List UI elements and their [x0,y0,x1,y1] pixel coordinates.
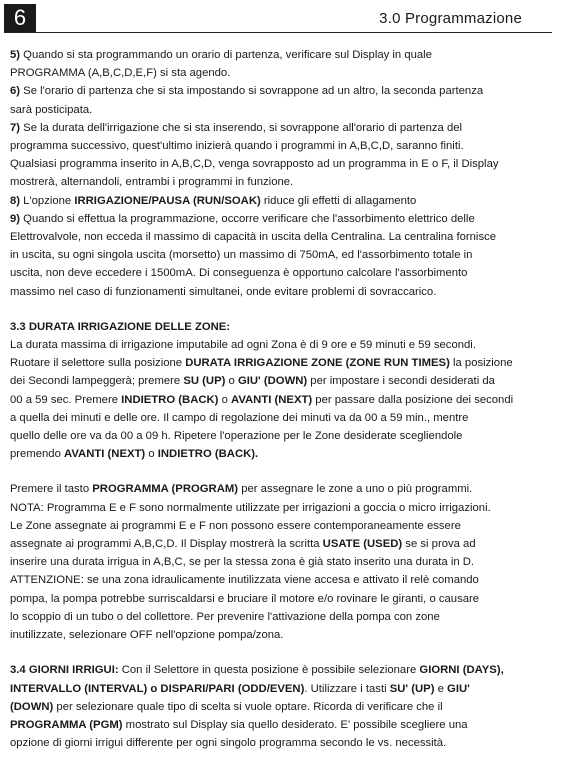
section-3-3-paragraph-1 [10,336,550,463]
bold-text: SU (UP) [183,375,226,388]
numbered-note [10,119,550,192]
text-run: massimo nel caso di funzionamenti simultanei, onde evitare problemi di sovraccarico. [10,285,437,298]
bold-text: INDIETRO (BACK) [121,393,219,406]
spacer [10,463,550,480]
section-3-3-heading: 3.3 DURATA IRRIGAZIONE DELLE ZONE: [10,320,231,333]
numbered-note [10,210,550,301]
text-run: se si prova ad [402,538,476,551]
text-run: in uscita, su ogni singola uscita (morsetto) un massimo di 750mA, ed l'assorbimento totale in [10,249,473,262]
text-run: riduce gli effetti di allagamento [260,194,417,207]
text-run: uscita, non deve eccedere i 1500mA. Di conseguenza è opportuno calcolare l'assorbimento [10,267,468,280]
section-title: 3.0 Programmazione [379,10,522,27]
page-number: 6 [4,4,36,32]
bold-text: (DOWN) [10,700,54,713]
bold-text: INTERVALLO (INTERVAL) o DISPARI/PARI (ODD/EVEN) [10,682,305,695]
numbered-note [10,192,550,210]
text-run: per selezionare quale tipo di scelta si vuole optare. Ricorda di verificare che il [53,700,443,713]
text-run: ATTENZIONE: se una zona idraulicamente inutilizzata viene accesa e attivato il relè comando [10,574,479,587]
text-run: la posizione [449,357,513,370]
text-run: . Utilizzare i tasti [304,682,390,695]
text-run: inserire una durata irrigua in A,B,C, se per la stessa zona è già stato inserito una durata in D. [10,556,475,569]
bold-text: 3.4 GIORNI IRRIGUI: [10,664,119,677]
text-run: per passare dalla posizione dei secondi [312,393,514,406]
bold-text: INDIETRO (BACK). [157,448,259,461]
text-run: pompa, la pompa potrebbe surriscaldarsi e bruciare il motore e/o rovinare le giranti, o causare [10,592,480,605]
text-run: per impostare i secondi desiderati da [307,375,495,388]
bold-text: AVANTI (NEXT) [231,393,313,406]
bold-text: SU' (UP) [389,682,435,695]
text-run: Con il Selettore in questa posizione è possibile selezionare [118,664,420,677]
text-run: Quando si sta programmando un orario di partenza, verificare sul Display in quale [20,49,432,61]
text-run: mostrato sul Display sia quello desiderato. E' possibile scegliere una [122,718,468,731]
text-run: o [145,448,158,461]
note-number: 9) [10,212,21,225]
text-run: Premere il tasto [10,483,93,496]
bold-text: IRRIGAZIONE/PAUSA (RUN/SOAK) [74,194,261,207]
bold-text: GIU' (DOWN) [237,375,308,388]
text-run: o [218,393,231,406]
text-run: assegnate ai programmi A,B,C,D. Il Display mostrerà la scritta [10,538,323,551]
text-run: opzione di giorni irrigui differente per ogni singolo programma secondo le vs. necessità. [10,737,447,750]
text-run: Elettrovalvole, non ecceda il massimo di capacità in uscita della Centralina. La centralina fornisce [10,231,497,244]
text-run: quello delle ore va da 00 a 09 h. Ripetere l'operazione per le Zone desiderate scegliendole [10,430,463,443]
page-body [10,46,550,752]
text-run: e [434,682,448,695]
note-number: 5) [10,49,21,61]
text-run: a quella dei minuti e delle ore. Il campo di regolazione dei minuti va da 00 a 59 min., mentre [10,411,469,424]
text-run: L'opzione [20,194,75,207]
text-run: 00 a 59 sec. Premere [10,393,122,406]
bold-text: PROGRAMMA (PROGRAM) [92,483,239,496]
numbered-note [10,82,550,118]
text-run: lo scoppio di un tubo o del collettore. Per prevenire l'attivazione della pompa con zone [10,610,440,623]
section-3-4-paragraph [10,661,550,752]
text-run: Se l'orario di partenza che si sta impostando si sovrappone ad un altro, la seconda partenza [20,85,484,98]
bold-text: DURATA IRRIGAZIONE ZONE (ZONE RUN TIMES) [185,357,450,370]
text-run: Quando si effettua la programmazione, occorre verificare che l'assorbimento elettrico delle [20,212,475,225]
text-run: per assegnare le zone a uno o più programmi. [238,483,473,496]
text-run: Le Zone assegnate ai programmi E e F non possono essere contemporaneamente essere [10,519,461,532]
note-number: 7) [10,121,21,134]
text-run: premendo [10,448,65,461]
page-header [4,4,552,32]
text-run: dei Secondi lampeggerà; premere [10,375,184,388]
text-run: Se la durata dell'irrigazione che si sta inserendo, si sovrappone all'orario di partenza del [20,121,463,134]
text-run: NOTA: Programma E e F sono normalmente utilizzate per irrigazioni a goccia o micro irrigazioni. [10,501,491,514]
note-number: 6) [10,85,21,98]
text-run: programma successivo, quest'ultimo inizierà quando i programmi in A,B,C,D, saranno finiti. [10,140,464,153]
text-run: La durata massima di irrigazione imputabile ad ogni Zona è di 9 ore e 59 minuti e 59 secondi. [10,339,476,352]
notes-list [10,46,550,301]
text-run: PROGRAMMA (A,B,C,D,E,F) si sta agendo. [10,67,231,80]
bold-text: USATE (USED) [322,538,403,551]
section-3-3-paragraph-2 [10,480,550,644]
text-run: mostrerà, alternandoli, entrambi i programmi in funzione. [10,176,294,189]
numbered-note [10,46,550,82]
note-number: 8) [10,194,21,207]
bold-text: GIORNI (DAYS), [419,664,504,677]
bold-text: GIU' [447,682,470,695]
text-run: sarà posticipata. [10,103,93,116]
header-divider [4,32,552,33]
text-run: inutilizzate, selezionare OFF nell'opzione pompa/zona. [10,629,284,642]
text-run: o [225,375,238,388]
text-run: Ruotare il selettore sulla posizione [10,357,186,370]
bold-text: AVANTI (NEXT) [64,448,146,461]
bold-text: PROGRAMMA (PGM) [10,718,123,731]
spacer [10,301,550,318]
text-run: Qualsiasi programma inserito in A,B,C,D, venga sovrapposto ad un programma in E o F, il Display [10,158,499,171]
spacer [10,644,550,661]
